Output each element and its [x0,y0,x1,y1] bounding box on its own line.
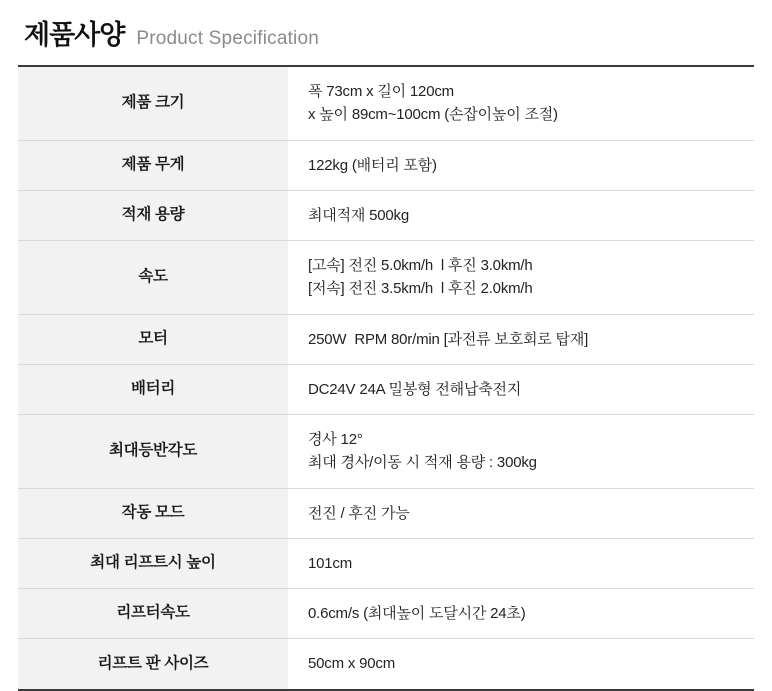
spec-label-cell: 모터 [18,314,288,364]
spec-label-cell: 리프트 판 사이즈 [18,639,288,690]
table-row [18,314,754,364]
spec-value-cell [288,415,754,489]
spec-value-line: 101cm [308,554,353,572]
spec-label-cell: 리프터속도 [18,589,288,639]
table-row [18,639,754,690]
spec-label-cell: 속도 [18,241,288,315]
spec-label-cell: 작동 모드 [18,488,288,538]
spec-value-cell [288,639,754,690]
spec-value-line: 250W RPM 80r/min [과전류 보호회로 탑재] [308,330,589,348]
spec-label-cell: 적재 용량 [18,190,288,240]
spec-value-cell [288,241,754,315]
spec-value-cell [288,190,754,240]
spec-value-line: 전진 / 후진 가능 [308,504,410,522]
spec-value-cell [288,538,754,588]
spec-value-line: 0.6cm/s (최대높이 도달시간 24초) [308,605,526,622]
spec-label-cell: 최대 리프트시 높이 [18,538,288,588]
spec-value-line: DC24V 24A 밀봉형 전해납축전지 [308,380,522,398]
spec-value-line: x 높이 89cm~100cm (손잡이높이 조절) [308,106,558,124]
spec-value-cell [288,589,754,639]
table-row [18,364,754,414]
spec-value-cell [288,488,754,538]
spec-value-line: 최대 경사/이동 시 적재 용량 : 300kg [308,454,537,472]
spec-value-line: 50cm x 90cm [308,655,395,673]
table-row [18,190,754,240]
table-row [18,415,754,489]
spec-value-line: [고속] 전진 5.0km/h l 후진 3.0km/h [308,257,533,274]
page-title-korean: 제품사양 [24,20,125,50]
table-row [18,538,754,588]
spec-label-cell: 제품 무게 [18,140,288,190]
spec-value-line: 최대적재 500kg [308,206,409,224]
spec-value-cell [288,364,754,414]
spec-value-cell [288,140,754,190]
specification-table [18,65,754,691]
spec-value-line: 122kg (배터리 포함) [308,156,437,174]
table-row [18,140,754,190]
table-row [18,241,754,315]
spec-value-cell [288,314,754,364]
table-row [18,66,754,140]
spec-value-line: [저속] 전진 3.5km/h l 후진 2.0km/h [308,280,533,298]
spec-header [18,0,754,65]
spec-label-cell: 제품 크기 [18,66,288,140]
table-row [18,589,754,639]
spec-value-cell [288,66,754,140]
table-row [18,488,754,538]
specification-table-body [18,66,754,690]
spec-value-line: 폭 73cm x 길이 120cm [308,83,454,100]
spec-label-cell: 최대등반각도 [18,415,288,489]
spec-label-cell: 배터리 [18,364,288,414]
spec-value-line: 경사 12° [308,431,363,448]
page-title-english: Product Specification [136,28,320,49]
